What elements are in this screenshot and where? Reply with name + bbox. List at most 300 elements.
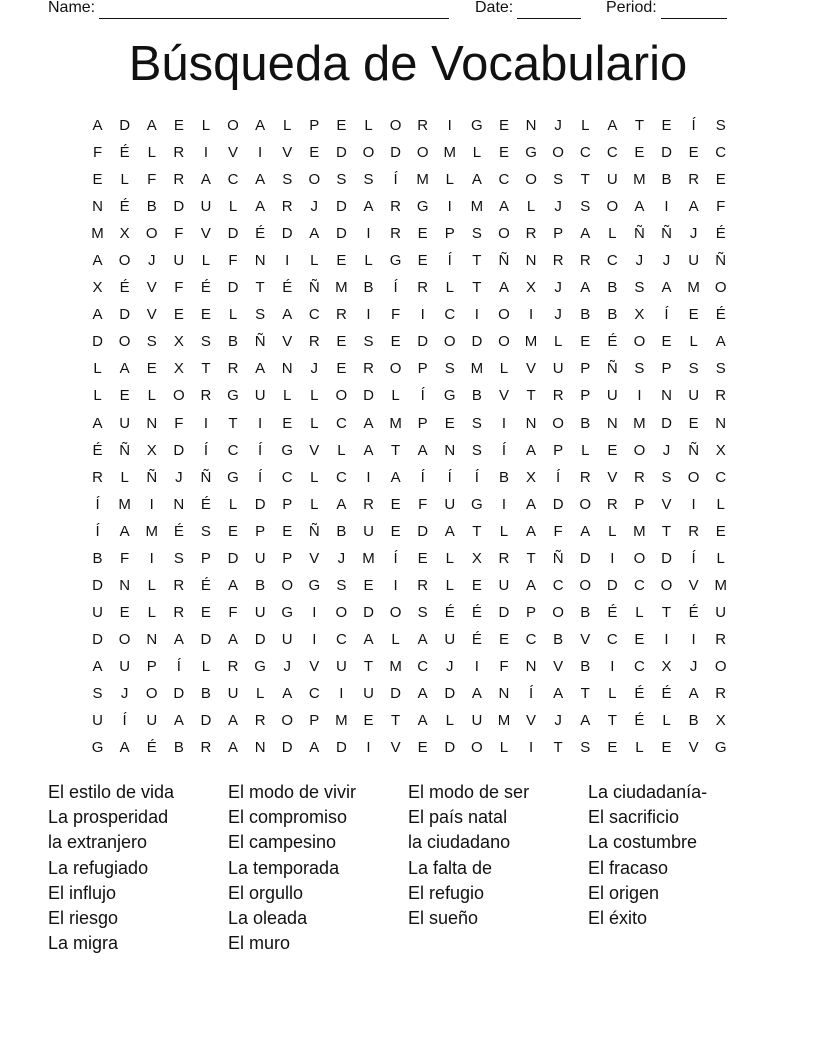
grid-letter: G: [471, 495, 483, 513]
grid-letter: I: [474, 657, 479, 675]
grid-letter: C: [444, 306, 456, 324]
grid-letter: L: [445, 171, 454, 189]
date-field[interactable]: [475, 0, 581, 19]
grid-letter: L: [93, 360, 102, 378]
grid-letter: A: [607, 117, 618, 134]
grid-letter: U: [444, 630, 456, 648]
grid-letter: G: [525, 144, 537, 162]
word-item: El campesino: [228, 832, 337, 853]
grid-letter: U: [606, 171, 618, 189]
grid-letter: A: [526, 495, 537, 513]
grid-letter: O: [714, 657, 727, 675]
grid-letter: A: [363, 198, 374, 216]
grid-letter: A: [173, 712, 184, 730]
grid-letter: F: [418, 495, 428, 513]
grid-letter: I: [447, 198, 452, 216]
grid-letter: M: [91, 225, 104, 243]
grid-letter: A: [498, 279, 509, 297]
grid-letter: E: [282, 522, 293, 540]
grid-letter: D: [498, 603, 510, 621]
grid-letter: T: [526, 549, 536, 567]
word-item: La ciudadanía-: [588, 782, 708, 802]
grid-letter: U: [254, 549, 266, 567]
grid-letter: L: [310, 252, 319, 270]
grid-letter: A: [336, 495, 347, 513]
grid-letter: C: [715, 468, 727, 486]
grid-letter: D: [471, 333, 483, 351]
grid-letter: T: [390, 712, 401, 730]
grid-letter: U: [254, 603, 266, 621]
word-item: la extranjero: [48, 832, 148, 853]
grid-letter: L: [662, 712, 671, 730]
grid-letter: R: [688, 171, 700, 189]
grid-letter: I: [447, 117, 452, 134]
grid-letter: A: [417, 441, 428, 459]
grid-letter: C: [227, 171, 239, 189]
grid-letter: T: [661, 603, 672, 621]
grid-letter: R: [552, 387, 564, 405]
grid-letter: N: [146, 630, 158, 648]
grid-letter: B: [363, 279, 374, 297]
grid-letter: S: [200, 333, 211, 351]
grid-letter: O: [498, 306, 510, 324]
grid-letter: E: [417, 549, 428, 567]
grid-letter: O: [281, 712, 294, 730]
grid-letter: O: [335, 603, 348, 621]
grid-letter: D: [390, 684, 401, 702]
grid-letter: R: [417, 279, 429, 297]
word-item: La costumbre: [588, 832, 698, 853]
grid-letter: D: [92, 576, 103, 594]
grid-letter: P: [553, 441, 564, 459]
grid-letter: Ñ: [552, 549, 564, 567]
grid-letter: É: [715, 225, 726, 243]
grid-letter: B: [173, 739, 184, 757]
word-item: El país natal: [408, 807, 508, 828]
grid-letter: U: [552, 360, 564, 378]
grid-letter: R: [254, 712, 266, 730]
grid-letter: M: [362, 549, 375, 567]
grid-letter: X: [92, 279, 103, 297]
grid-letter: O: [525, 171, 537, 189]
grid-letter: F: [120, 549, 130, 567]
grid-letter: B: [498, 468, 509, 486]
grid-letter: N: [661, 387, 672, 405]
grid-letter: C: [417, 657, 429, 675]
grid-letter: E: [688, 414, 699, 432]
grid-letter: C: [335, 414, 347, 432]
grid-letter: Í: [420, 387, 425, 405]
grid-letter: R: [552, 252, 564, 270]
period-line[interactable]: [661, 2, 727, 19]
grid-letter: P: [309, 712, 320, 730]
grid-letter: I: [366, 468, 371, 486]
name-label: Name:: [48, 0, 96, 16]
grid-letter: B: [580, 306, 591, 324]
grid-letter: C: [281, 468, 293, 486]
grid-letter: Ñ: [200, 468, 212, 486]
grid-letter: V: [661, 495, 672, 513]
grid-letter: A: [255, 360, 266, 378]
grid-letter: A: [255, 117, 266, 134]
grid-letter: L: [228, 495, 238, 513]
grid-letter: D: [444, 684, 456, 702]
word-column: [588, 780, 768, 956]
grid-letter: G: [389, 252, 402, 270]
grid-letter: U: [688, 252, 700, 270]
name-field[interactable]: [48, 0, 449, 19]
grid-letter: C: [606, 144, 618, 162]
grid-letter: E: [146, 360, 157, 378]
grid-letter: R: [606, 495, 618, 513]
word-list: [48, 780, 768, 956]
grid-letter: G: [227, 468, 239, 486]
grid-letter: A: [228, 576, 239, 594]
grid-letter: N: [173, 495, 185, 513]
grid-letter: Ñ: [661, 225, 672, 243]
word-item: El riesgo: [48, 907, 119, 928]
grid-letter: V: [200, 225, 211, 243]
grid-letter: É: [200, 576, 211, 594]
grid-letter: O: [145, 684, 158, 702]
grid-letter: I: [312, 630, 317, 648]
grid-letter: E: [471, 576, 482, 594]
grid-letter: O: [308, 171, 321, 189]
grid-letter: E: [92, 171, 103, 189]
grid-letter: U: [281, 630, 293, 648]
grid-letter: F: [147, 171, 157, 189]
grid-letter: F: [228, 603, 238, 621]
grid-letter: Ñ: [308, 522, 320, 540]
word-item: El modo de ser: [408, 782, 530, 802]
grid-letter: V: [146, 306, 157, 324]
grid-letter: R: [715, 684, 727, 702]
grid-letter: D: [227, 225, 239, 243]
grid-letter: E: [173, 117, 184, 134]
grid-letter: J: [554, 198, 562, 216]
grid-letter: D: [335, 198, 347, 216]
grid-letter: S: [255, 306, 266, 324]
grid-letter: É: [607, 333, 618, 351]
grid-letter: É: [607, 603, 618, 621]
grid-letter: E: [119, 603, 130, 621]
grid-letter: P: [282, 549, 293, 567]
word-item: El orgullo: [228, 882, 304, 903]
grid-letter: B: [228, 333, 239, 351]
grid-letter: L: [147, 387, 156, 405]
grid-letter: A: [417, 684, 428, 702]
grid-letter: G: [281, 441, 294, 459]
grid-letter: M: [633, 171, 646, 189]
grid-letter: D: [417, 522, 429, 540]
grid-letter: C: [634, 657, 645, 675]
grid-letter: R: [173, 603, 185, 621]
grid-letter: A: [92, 414, 103, 432]
grid-letter: D: [661, 414, 672, 432]
grid-letter: É: [471, 630, 482, 648]
grid-letter: D: [173, 198, 185, 216]
grid-letter: É: [92, 441, 103, 459]
grid-letter: P: [553, 225, 564, 243]
grid-letter: O: [281, 576, 294, 594]
grid-letter: M: [524, 333, 538, 351]
grid-letter: O: [362, 144, 375, 162]
word-item: El compromiso: [228, 807, 348, 828]
grid-letter: S: [580, 739, 591, 757]
grid-letter: M: [470, 198, 484, 216]
grid-letter: J: [446, 657, 454, 675]
grid-letter: D: [281, 739, 293, 757]
grid-letter: N: [525, 252, 537, 270]
grid-letter: A: [688, 198, 699, 216]
grid-letter: G: [443, 387, 456, 405]
grid-letter: O: [145, 225, 158, 243]
grid-letter: P: [309, 117, 320, 134]
grid-letter: X: [173, 333, 184, 351]
grid-letter: L: [120, 171, 129, 189]
grid-letter: E: [417, 225, 428, 243]
grid-letter: R: [417, 576, 429, 594]
period-label: Period:: [606, 0, 657, 16]
grid-letter: L: [635, 739, 644, 757]
word-item: La temporada: [228, 857, 340, 878]
grid-letter: X: [661, 657, 672, 675]
grid-letter: N: [281, 360, 293, 378]
grid-letter: L: [255, 684, 265, 702]
grid-letter: E: [363, 576, 374, 594]
grid-letter: U: [227, 684, 239, 702]
grid-letter: A: [471, 171, 482, 189]
grid-letter: É: [255, 225, 266, 243]
grid-letter: E: [200, 603, 211, 621]
word-item: El refugio: [408, 882, 485, 903]
grid-letter: V: [526, 360, 537, 378]
grid-letter: J: [689, 225, 698, 243]
grid-letter: U: [715, 603, 727, 621]
grid-letter: J: [554, 117, 562, 134]
grid-letter: J: [175, 468, 183, 486]
grid-letter: Ñ: [308, 279, 320, 297]
grid-letter: J: [310, 360, 319, 378]
word-item: La prosperidad: [48, 807, 169, 828]
grid-letter: L: [553, 333, 563, 351]
grid-letter: D: [579, 549, 591, 567]
word-item: La oleada: [228, 907, 308, 928]
grid-letter: A: [146, 117, 157, 134]
grid-letter: F: [228, 252, 238, 270]
grid-letter: X: [173, 360, 184, 378]
grid-letter: I: [528, 739, 534, 757]
grid-letter: R: [200, 387, 212, 405]
grid-letter: N: [525, 414, 537, 432]
grid-letter: E: [607, 441, 618, 459]
grid-letter: O: [389, 603, 402, 621]
grid-letter: E: [688, 144, 699, 162]
grid-letter: M: [335, 279, 348, 297]
grid-letter: N: [715, 414, 727, 432]
period-field[interactable]: [606, 0, 727, 19]
grid-letter: B: [580, 603, 591, 621]
grid-letter: T: [255, 279, 265, 297]
grid-letter: J: [310, 198, 319, 216]
grid-letter: A: [553, 684, 564, 702]
grid-letter: J: [554, 279, 562, 297]
grid-letter: R: [390, 198, 401, 216]
grid-letter: X: [715, 441, 726, 459]
grid-letter: Í: [95, 495, 100, 513]
grid-letter: D: [200, 712, 212, 730]
grid-letter: L: [445, 712, 454, 730]
grid-letter: E: [417, 252, 428, 270]
grid-letter: B: [146, 198, 157, 216]
grid-letter: I: [664, 198, 669, 216]
word-item: El origen: [588, 882, 660, 903]
grid-letter: F: [92, 144, 103, 162]
grid-letter: P: [580, 360, 591, 378]
grid-letter: R: [525, 225, 537, 243]
grid-letter: N: [254, 739, 266, 757]
word-item: El sacrificio: [588, 807, 680, 828]
grid-letter: O: [172, 387, 185, 405]
grid-letter: P: [417, 414, 428, 432]
grid-letter: R: [390, 225, 401, 243]
grid-letter: Ñ: [146, 468, 158, 486]
grid-letter: B: [661, 171, 672, 189]
grid-letter: N: [525, 657, 537, 675]
grid-letter: J: [283, 657, 291, 675]
grid-letter: X: [526, 468, 537, 486]
grid-letter: S: [634, 279, 645, 297]
grid-letter: U: [254, 387, 266, 405]
word-item: El muro: [228, 933, 291, 954]
name-line[interactable]: [99, 2, 449, 19]
grid-letter: É: [173, 522, 184, 540]
grid-letter: A: [309, 225, 320, 243]
grid-letter: F: [716, 198, 726, 216]
grid-letter: S: [336, 576, 347, 594]
grid-letter: E: [661, 117, 672, 134]
grid-letter: S: [92, 684, 103, 702]
grid-letter: Í: [447, 252, 452, 270]
word-item: El fracaso: [588, 857, 669, 878]
grid-letter: L: [391, 387, 400, 405]
grid-letter: S: [634, 360, 645, 378]
grid-letter: É: [471, 603, 482, 621]
grid-letter: Ñ: [715, 252, 727, 270]
grid-letter: S: [471, 414, 482, 432]
grid-letter: R: [363, 360, 374, 378]
grid-letter: V: [309, 549, 320, 567]
grid-letter: S: [553, 171, 564, 189]
grid-letter: A: [92, 657, 103, 675]
grid-letter: X: [471, 549, 482, 567]
grid-letter: A: [228, 739, 239, 757]
grid-letter: Í: [176, 657, 181, 675]
grid-letter: É: [634, 712, 645, 730]
grid-letter: J: [662, 252, 671, 270]
grid-letter: E: [498, 630, 509, 648]
grid-letter: M: [389, 657, 402, 675]
grid-letter: E: [417, 739, 428, 757]
grid-letter: V: [553, 657, 564, 675]
grid-letter: V: [688, 739, 699, 757]
grid-letter: J: [120, 684, 129, 702]
grid-letter: L: [716, 495, 725, 513]
grid-letter: I: [258, 144, 263, 162]
grid-letter: B: [200, 684, 211, 702]
grid-letter: T: [472, 522, 482, 540]
grid-letter: L: [93, 387, 102, 405]
grid-letter: U: [363, 684, 374, 702]
grid-letter: I: [691, 495, 696, 513]
grid-letter: G: [281, 603, 294, 621]
grid-letter: L: [391, 630, 400, 648]
grid-letter: U: [173, 252, 185, 270]
grid-letter: I: [339, 684, 344, 702]
grid-letter: P: [661, 360, 672, 378]
grid-letter: B: [553, 630, 564, 648]
word-item: El sueño: [408, 907, 479, 928]
grid-letter: É: [282, 279, 293, 297]
grid-letter: I: [366, 225, 371, 243]
grid-letter: A: [228, 630, 239, 648]
grid-letter: T: [580, 684, 590, 702]
grid-letter: A: [417, 712, 428, 730]
grid-letter: A: [228, 712, 239, 730]
grid-letter: T: [661, 522, 672, 540]
grid-letter: E: [607, 739, 618, 757]
grid-letter: T: [553, 739, 563, 757]
grid-letter: I: [528, 306, 534, 324]
grid-letter: A: [173, 630, 184, 648]
grid-letter: Ñ: [634, 225, 645, 243]
grid-letter: G: [254, 657, 266, 675]
grid-letter: F: [174, 225, 184, 243]
grid-letter: V: [688, 576, 699, 594]
grid-letter: P: [580, 387, 591, 405]
grid-letter: S: [688, 360, 699, 378]
grid-letter: O: [389, 360, 402, 378]
grid-letter: E: [336, 333, 347, 351]
grid-letter: D: [92, 630, 103, 648]
grid-letter: X: [119, 225, 130, 243]
grid-letter: N: [525, 117, 537, 134]
grid-letter: S: [715, 117, 726, 134]
grid-letter: C: [335, 630, 347, 648]
grid-letter: L: [364, 252, 373, 270]
grid-letter: L: [499, 739, 509, 757]
grid-letter: A: [526, 576, 537, 594]
grid-letter: L: [499, 522, 509, 540]
grid-letter: O: [687, 468, 700, 486]
grid-letter: E: [390, 522, 401, 540]
grid-letter: L: [310, 414, 319, 432]
grid-letter: S: [471, 225, 482, 243]
grid-letter: I: [501, 414, 507, 432]
grid-letter: S: [444, 360, 455, 378]
grid-letter: D: [606, 576, 618, 594]
grid-letter: L: [283, 117, 292, 134]
grid-letter: A: [119, 522, 130, 540]
grid-letter: N: [92, 198, 103, 216]
grid-letter: O: [471, 739, 483, 757]
grid-letter: R: [335, 306, 347, 324]
date-line[interactable]: [517, 2, 581, 19]
grid-letter: U: [92, 712, 103, 730]
grid-letter: A: [255, 198, 266, 216]
grid-letter: T: [363, 657, 374, 675]
grid-letter: I: [637, 387, 642, 405]
